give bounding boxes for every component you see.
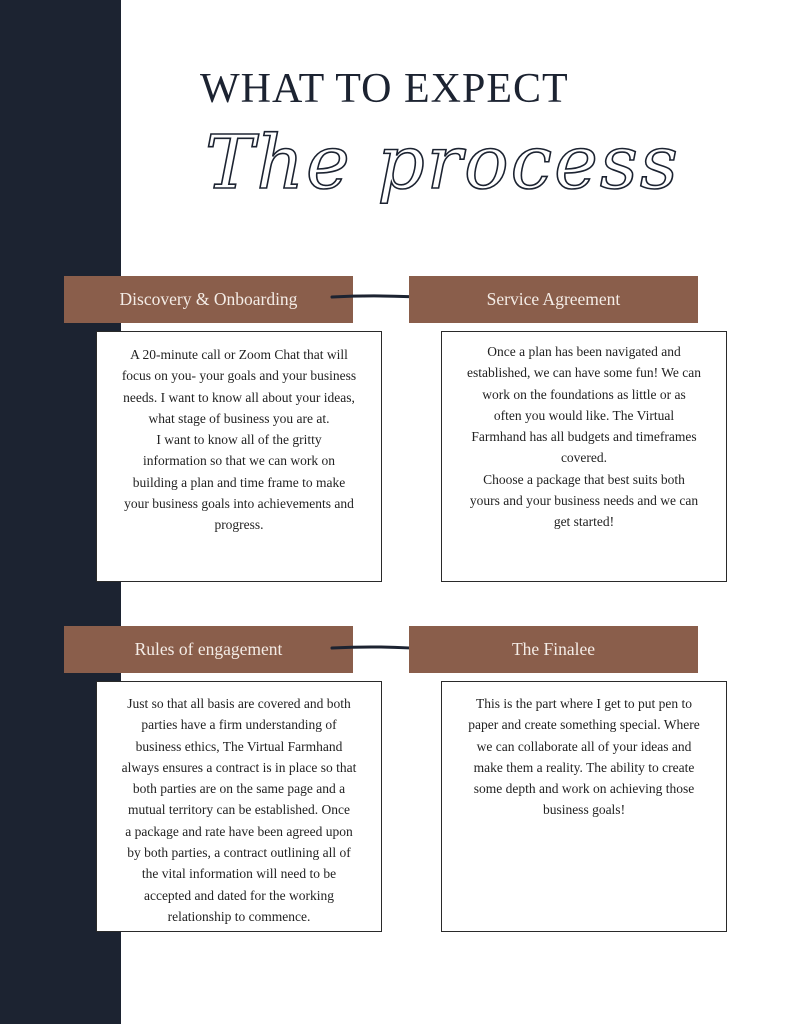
step-label-discovery: Discovery & Onboarding	[64, 276, 353, 323]
step-card-finalee: This is the part where I get to put pen to paper and create something special. Where we can collaborate all of your ideas and make them a reality. The ability to create some depth and work on achieving those business goals!	[441, 681, 727, 932]
step-card-discovery: A 20-minute call or Zoom Chat that will focus on you- your goals and your business needs. I want to know all about your ideas, what stage of business you are at. I want to know all of the gritty information so that we can work on building a plan and time frame to make your business goals into achievements and progress.	[96, 331, 382, 582]
script-title-text: The process	[205, 120, 680, 206]
step-label-rules: Rules of engagement	[64, 626, 353, 673]
step-card-service: Once a plan has been navigated and established, we can have some fun! We can work on the foundations as little or as often you would like. The Virtual Farmhand has all budgets and timeframes covered. Choose a package that best suits both yours and your business needs and we can get started!	[441, 331, 727, 582]
step-label-service: Service Agreement	[409, 276, 698, 323]
step-card-rules: Just so that all basis are covered and both parties have a firm understanding of business ethics, The Virtual Farmhand always ensures a contract is in place so that both parties are on the same page and a mutual territory can be established. Once a package and rate have been agreed upon by both parties, a contract outlining all of the vital information will need to be accepted and dated for the working relationship to commence.	[96, 681, 382, 932]
step-label-finalee: The Finalee	[409, 626, 698, 673]
page-heading: WHAT TO EXPECT	[200, 66, 569, 112]
script-title	[205, 110, 680, 230]
